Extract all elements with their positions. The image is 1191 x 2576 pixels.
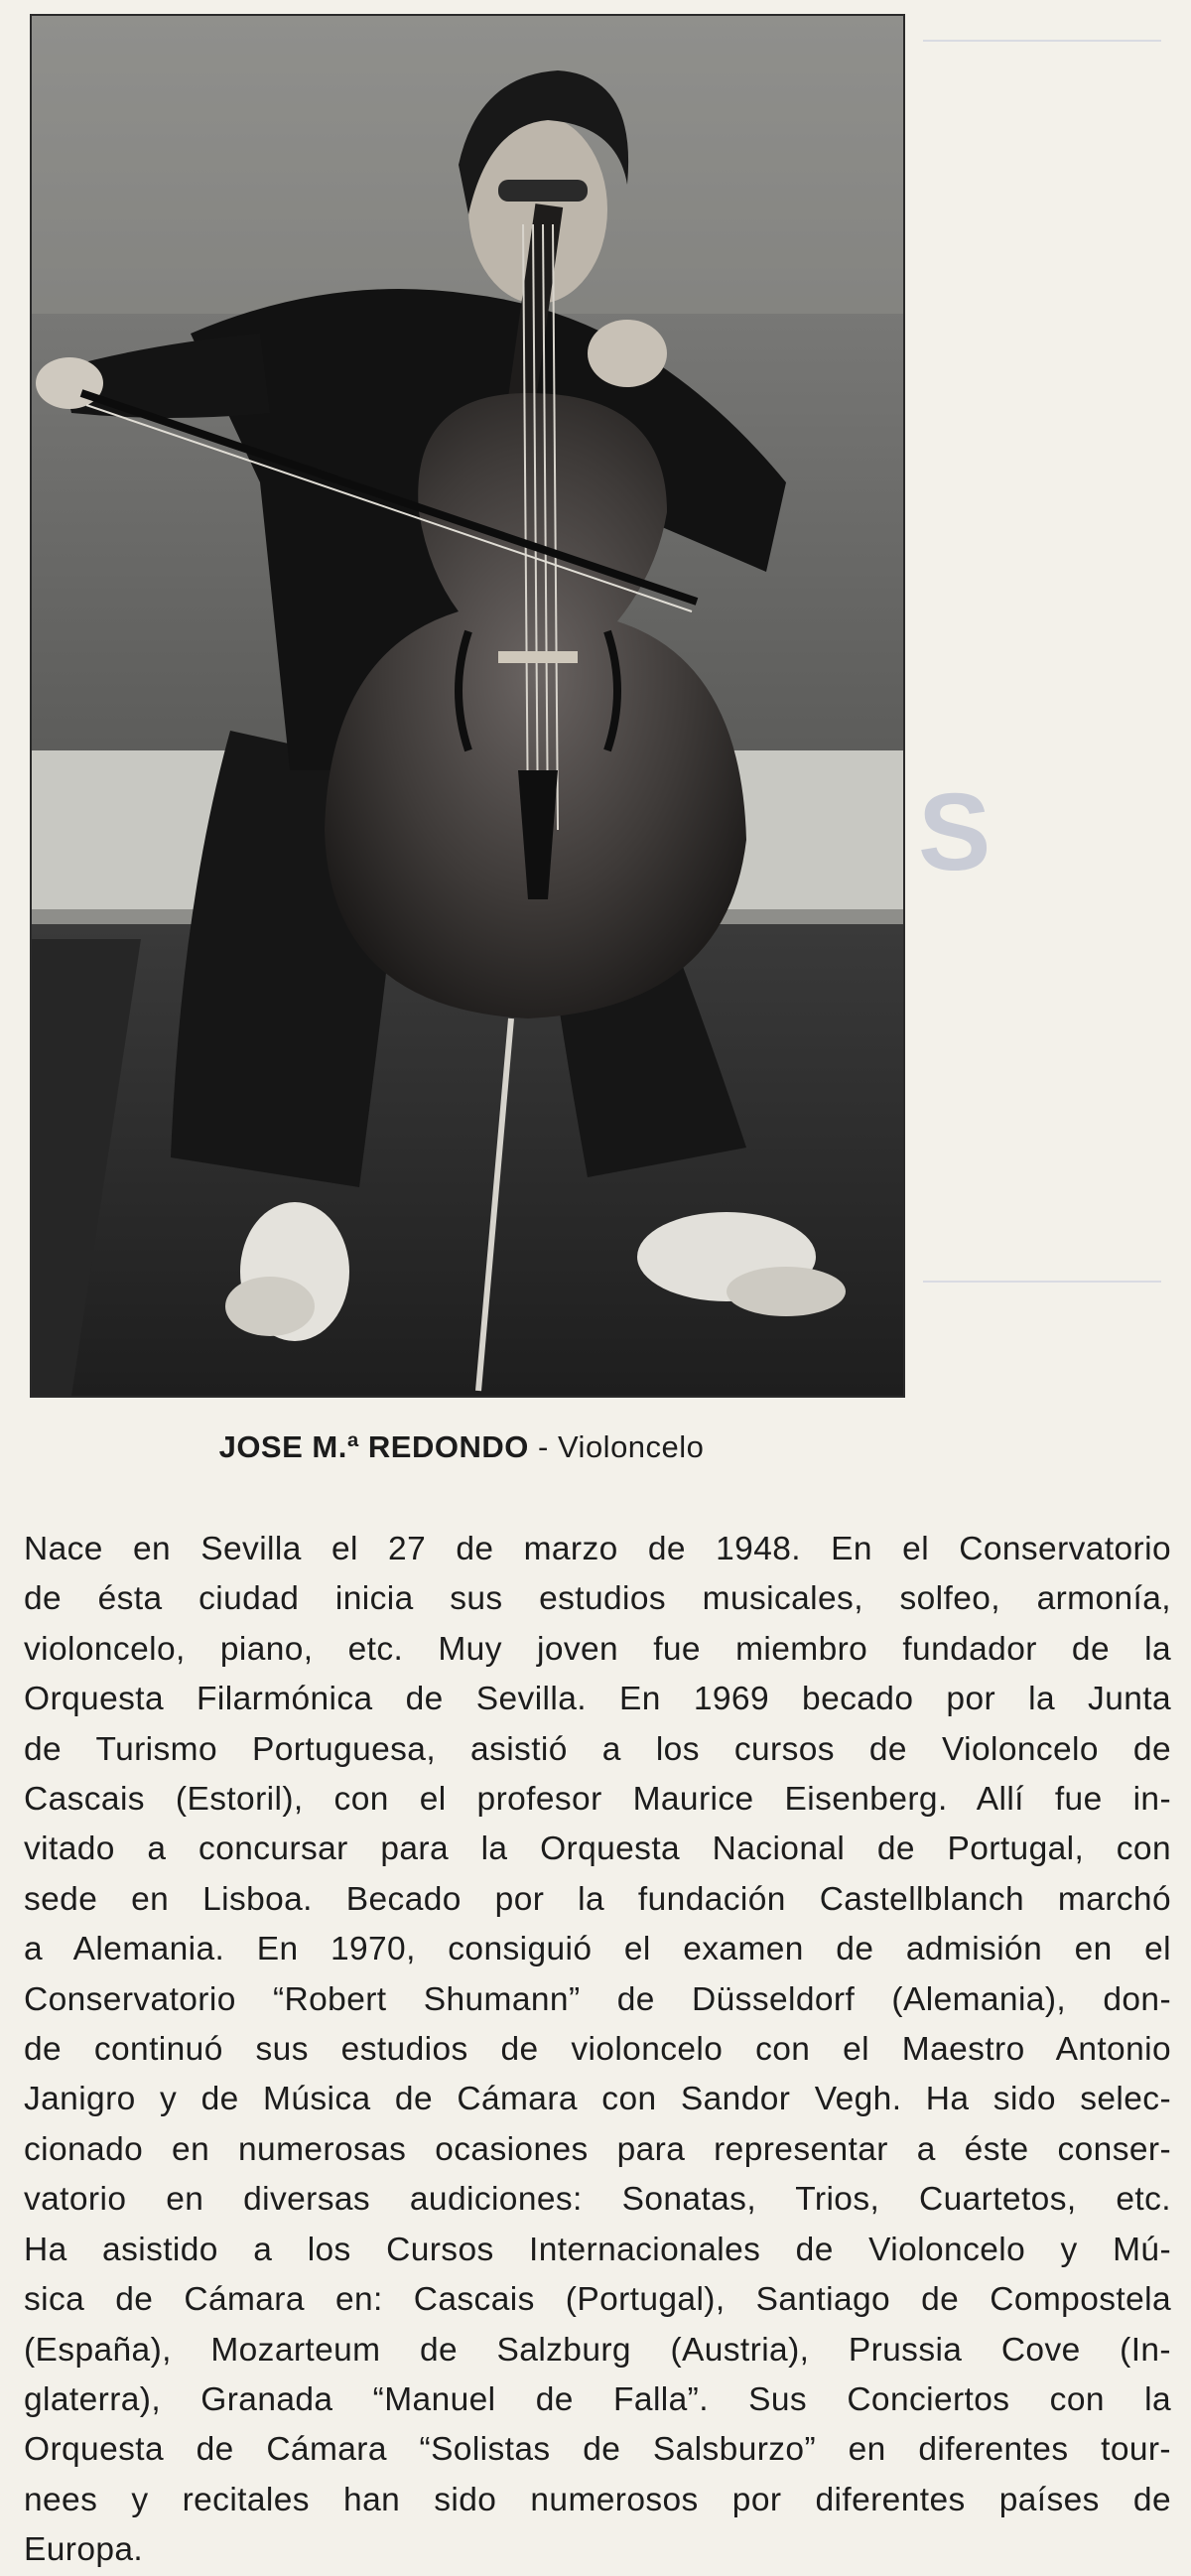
bio-line: de ésta ciudad inicia sus estudios musicales, solfeo, armonía, xyxy=(24,1580,1171,1618)
bio-line: sede en Lisboa. Becado por la fundación Castellblanch marchó xyxy=(24,1880,1171,1918)
photo-caption xyxy=(0,1429,923,1465)
performer-instrument: Violoncelo xyxy=(557,1429,705,1464)
bio-line: Orquesta Filarmónica de Sevilla. En 1969 becado por la Junta xyxy=(24,1681,1171,1718)
cellist-illustration xyxy=(32,16,903,1396)
bio-line: violoncelo, piano, etc. Muy joven fue miembro fundador de la xyxy=(24,1630,1171,1668)
biography-text xyxy=(24,1525,1171,2576)
bio-line: (España), Mozarteum de Salzburg (Austria), Prussia Cove (In- xyxy=(24,2331,1171,2369)
bio-line: nees y recitales han sido numerosos por diferentes países de xyxy=(24,2481,1171,2518)
bio-line: Conservatorio “Robert Shumann” de Düsseldorf (Alemania), don- xyxy=(24,1980,1171,2018)
bio-line: Janigro y de Música de Cámara con Sandor Vegh. Ha sido selec- xyxy=(24,2081,1171,2118)
bio-line: vatorio en diversas audiciones: Sonatas, Trios, Cuartetos, etc. xyxy=(24,2181,1171,2219)
bio-line: Europa. xyxy=(24,2531,144,2569)
caption-separator: - xyxy=(528,1429,558,1464)
bio-line: sica de Cámara en: Cascais (Portugal), Santiago de Compostela xyxy=(24,2281,1171,2319)
bio-line: glaterra), Granada “Manuel de Falla”. Sus Conciertos con la xyxy=(24,2380,1171,2418)
bio-line: Orquesta de Cámara “Solistas de Salsburzo” en diferentes tour- xyxy=(24,2431,1171,2469)
bio-line: Cascais (Estoril), con el profesor Maurice Eisenberg. Allí fue in- xyxy=(24,1781,1171,1819)
cellist-photo xyxy=(30,14,905,1398)
bio-line: vitado a concursar para la Orquesta Nacional de Portugal, con xyxy=(24,1830,1171,1868)
bio-line: de continuó sus estudios de violoncelo con el Maestro Antonio xyxy=(24,2031,1171,2069)
bio-line: cionado en numerosas ocasiones para representar a éste conser- xyxy=(24,2130,1171,2168)
bio-line: Ha asistido a los Cursos Internacionales de Violoncelo y Mú- xyxy=(24,2231,1171,2268)
bio-line: Nace en Sevilla el 27 de marzo de 1948. En el Conservatorio xyxy=(24,1531,1171,1567)
performer-name: JOSE M.ª REDONDO xyxy=(218,1429,529,1464)
show-through-rule xyxy=(923,1281,1161,1283)
show-through-mark: S xyxy=(918,771,992,893)
bio-line: de Turismo Portuguesa, asistió a los cursos de Violoncelo de xyxy=(24,1730,1171,1768)
bio-line: a Alemania. En 1970, consiguió el examen de admisión en el xyxy=(24,1931,1171,1968)
show-through-rule xyxy=(923,40,1161,42)
